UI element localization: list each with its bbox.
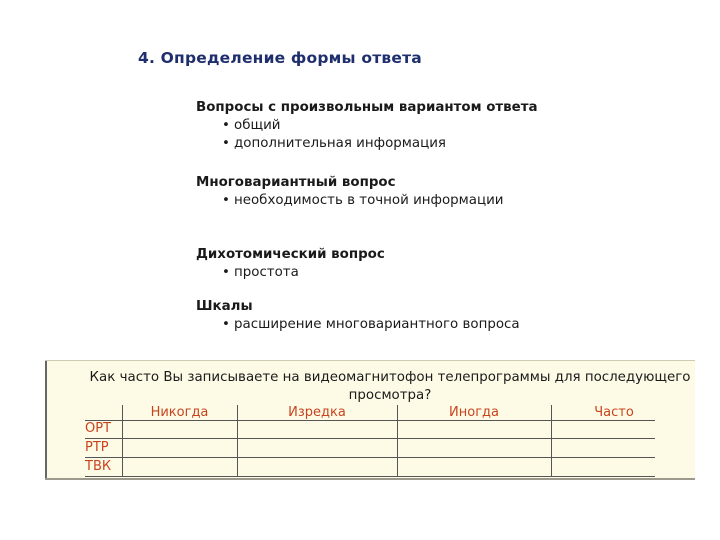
rating-grid <box>85 405 655 478</box>
grid-line <box>85 476 655 477</box>
survey-example-box <box>45 360 695 480</box>
survey-question: Как часто Вы записываете на видеомагнитофон телепрограммы для последующего просмотра? <box>89 370 691 403</box>
section-heading: Вопросы с произвольным вариантом ответа <box>196 100 538 115</box>
grid-line <box>85 457 655 458</box>
section-heading: Дихотомический вопрос <box>196 247 385 262</box>
section-heading: Шкалы <box>196 299 253 314</box>
column-label-never: Никогда <box>150 405 209 420</box>
section-multiple-choice <box>196 174 504 210</box>
row-label-channel: РТР <box>85 440 109 455</box>
box-edge <box>45 361 47 478</box>
column-label-sometimes: Иногда <box>449 405 499 420</box>
row-label-channel: ОРТ <box>85 421 112 436</box>
column-label-often: Часто <box>594 405 634 420</box>
grid-line <box>85 438 655 439</box>
bullet-item: • общий <box>196 117 538 135</box>
row-label-channel: ТВК <box>85 459 112 474</box>
slide-title: 4. Определение формы ответа <box>138 49 422 67</box>
section-open-ended <box>196 99 538 153</box>
column-label-rarely: Изредка <box>288 405 346 420</box>
bullet-item: • дополнительная информация <box>196 135 538 153</box>
bullet-item: • необходимость в точной информации <box>196 192 504 210</box>
section-scales <box>196 298 520 334</box>
bullet-item: • простота <box>196 264 385 282</box>
section-heading: Многовариантный вопрос <box>196 175 396 190</box>
bullet-item: • расширение многовариантного вопроса <box>196 316 520 334</box>
section-dichotomous <box>196 246 385 282</box>
